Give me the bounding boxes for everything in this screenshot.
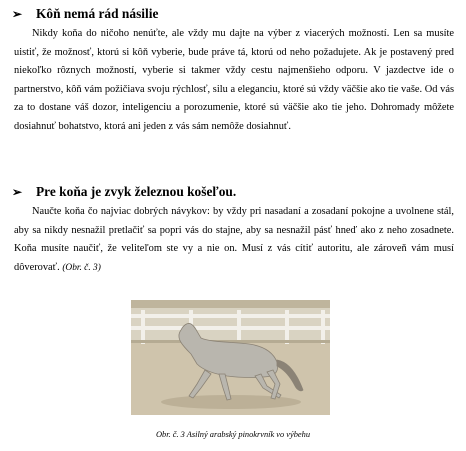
figure-reference: (Obr. č. 3): [62, 262, 101, 273]
arrow-bullet-icon: ➢: [12, 185, 23, 199]
section-heading: [12, 6, 158, 22]
figure-caption: Obr. č. 3 Asilný arabský pinokrvník vo výbehu: [155, 430, 311, 439]
section-paragraph: Nikdy koňa do ničoho nenúťte, ale vždy mu dajte na výber z viacerých možností. Len sa musíte uistiť, že možnosť, ktorú si kôň vyberie, bude práve tá, ktorú od neho požadujete. Ak je postavený pred niekoľko rôznych možností, vyberie si takmer vždy cestu najmenšieho odporu. V jazdectve ide o partnerstvo, kôň vám požičiava svoju rýchlosť, silu a eleganciu, ktoré sú vždy väčšie ako tie vaše. Od vás za to dostane váš dozor, inteligenciu a porozumenie, ktoré sú väčšie ako tie jeho. Dohromady môžete dosiahnuť bohatstvo, ktorá ani jeden z vás sám nemôže dosiahnuť.: [14, 28, 454, 132]
section-paragraph: [14, 203, 454, 277]
section-heading: [12, 184, 236, 200]
section-title: Kôň nemá rád násilie: [36, 6, 159, 21]
horse-photo: [131, 300, 330, 415]
paragraph-text: Naučte koňa čo najviac dobrých návykov: by vždy pri nasadaní a zosadaní pokojne a uvolnene stál, aby sa nikdy nesnažil pretlačiť sa popri vás do stajne, aby sa nesnažil pásť hneď ako z neho zosadnete. Koňa musíte naučiť, že veliteľom ste vy a nie on. Musí z vás cítiť autoritu, ale zároveň vám musí dôverovať.: [14, 206, 454, 273]
section-title: Pre koňa je zvyk železnou košeľou.: [36, 184, 237, 199]
arrow-bullet-icon: ➢: [12, 7, 23, 21]
